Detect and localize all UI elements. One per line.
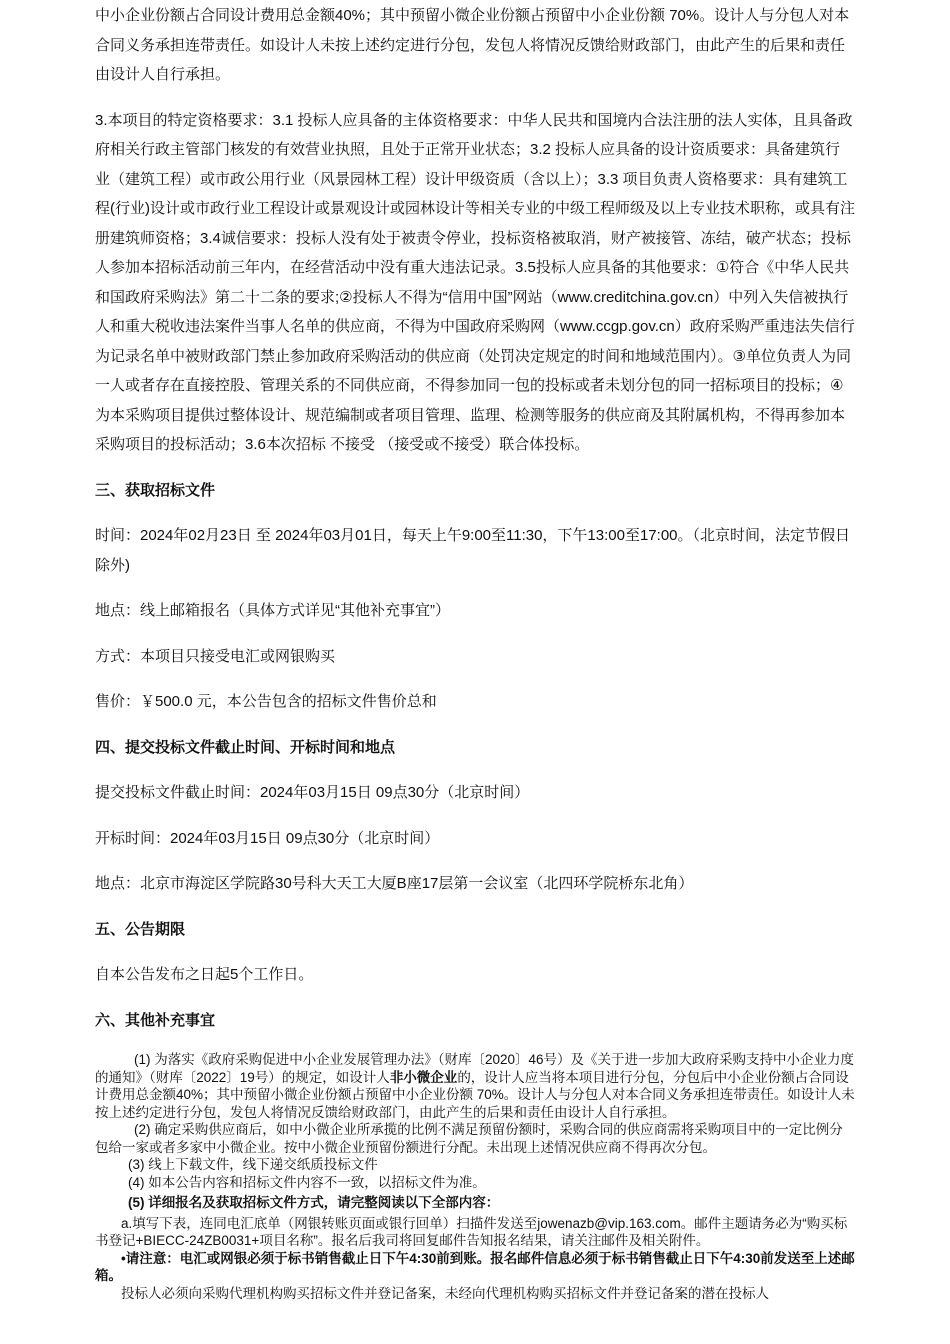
para-supplement-3: (3) 线上下载文件，线下递交纸质投标文件 [128,1157,378,1172]
para-payment-notice: •请注意：电汇或网银必须于标书销售截止日下午4:30前到账。报名邮件信息必须于标书销售截止日下午4:30前发送至上述邮箱。 [95,1250,855,1283]
section-heading-announcement-period: 五、公告期限 [95,920,186,938]
supplement-block [95,1051,855,1302]
para-supplement-2: (2) 确定采购供应商后，如中小微企业所承揽的比例不满足预留份额时，采购合同的供应商需将采购项目中的一定比例分包给一家或者多家中小微企业。按中小微企业预留份额进行分配。未出现上述情况供应商不得再次分包。 [95,1122,843,1155]
para-opening-location: 地点：北京市海淀区学院路30号科大天工大厦B座17层第一会议室（北四环学院桥东北角） [95,875,694,892]
para-final-note: 投标人必须向采购代理机构购买招标文件并登记备案，未经向代理机构购买招标文件并登记备案的潜在投标人 [121,1285,769,1301]
para-sme-share-continuation: 中小企业份额占合同设计费用总金额40%；其中预留小微企业份额占预留中小企业份额 70%。设计人与分包人对本合同义务承担连带责任。如设计人未按上述约定进行分包，发包人将情况反馈给财政部门，由此产生的后果和责任由设计人自行承担。 [95,7,850,83]
section-heading-deadline-opening: 四、提交投标文件截止时间、开标时间和地点 [95,738,396,756]
para-sale-location: 地点：线上邮箱报名（具体方式详见“其他补充事宜”） [95,602,450,619]
para-supplement-1 [95,1051,855,1121]
para-sale-method: 方式：本项目只接受电汇或网银购买 [95,647,336,665]
section-heading-other-matters: 六、其他补充事宜 [95,1011,216,1029]
para-supplement-4: (4) 如本公告内容和招标文件内容不一致，以招标文件为准。 [128,1174,486,1190]
para-sale-time: 时间：2024年02月23日 至 2024年03月01日，每天上午9:00至11:30，下午13:00至17:00。（北京时间，法定节假日除外) [95,527,851,574]
para-supplement-5: (5) 详细报名及获取招标文件方式，请完整阅读以下全部内容： [128,1195,500,1210]
supplement-1-text-before: (1) 为落实《政府采购促进中小企业发展管理办法》（财库〔2020〕46号）及《关于进一步加大政府采购支持中小企业力度的通知》（财库〔2022〕19号）的规定，如设计人 [95,1052,855,1085]
para-registration-email: a.填写下表，连同电汇底单（网银转账页面或银行回单）扫描件发送至jowenazb@vip.163.com。邮件主题请务必为“购买标书登记+BIECC-24ZB0031+项目名称”。报名后我司将回复邮件告知报名结果，请关注邮件及相关附件。 [95,1215,848,1248]
para-specific-qualification-requirements: 3.本项目的特定资格要求：3.1 投标人应具备的主体资格要求：中华人民共和国境内合法注册的法人实体，且具备政府相关行政主管部门核发的有效营业执照，且处于正常开业状态；3.2 投标人应具备的设计资质要求：具备建筑行业（建筑工程）或市政公用行业（风景园林工程）设计甲级资质（含以上）；3.3 项目负责人资格要求：具有建筑工程(行业)设计或市政行业工程设计或景观设计或园林设计等相关专业的中级工程师级及以上专业技术职称，或具有注册建筑师资格；3.4诚信要求：投标人没有处于被责令停业，投标资格被取消，财产被接管、冻结，破产状态；投标人参加本招标活动前三年内，在经营活动中没有重大违法记录。3.5投标人应具备的其他要求：①符合《中华人民共和国政府采购法》第二十二条的要求;②投标人不得为“信用中国”网站（www.creditchina.gov.cn）中列入失信被执行人和重大税收违法案件当事人名单的供应商，不得为中国政府采购网（www.ccgp.gov.cn）政府采购严重违法失信行为记录名单中被财政部门禁止参加政府采购活动的供应商（处罚决定规定的时间和地域范围内）。③单位负责人为同一人或者存在直接控股、管理关系的不同供应商，不得参加同一包的投标或者未划分包的同一招标项目的投标；④为本采购项目提供过整体设计、规范编制或者项目管理、监理、检测等服务的供应商及其附属机构，不得再参加本采购项目的投标活动；3.6本次招标 不接受 （接受或不接受）联合体投标。 [95,111,855,453]
para-announcement-period: 自本公告发布之日起5个工作日。 [95,966,314,983]
document-page [95,0,855,1302]
supplement-1-text-after: 的，设计人应当将本项目进行分包，分包后中小企业份额占合同设计费用总金额40%；其中预留小微企业份额占预留中小企业份额 70%。设计人与分包人对本合同义务承担连带责任。如设计人未按上述约定进行分包，发包人将情况反馈给财政部门，由此产生的后果和责任由设计人自行承担。 [95,1069,855,1120]
para-opening-time: 开标时间：2024年03月15日 09点30分（北京时间） [95,829,440,847]
para-submission-deadline: 提交投标文件截止时间：2024年03月15日 09点30分（北京时间） [95,784,530,801]
para-sale-price: 售价：￥500.0 元，本公告包含的招标文件售价总和 [95,693,437,710]
section-heading-obtain-documents: 三、获取招标文件 [95,481,216,499]
supplement-1-bold-non-small-micro-enterprise: 非小微企业 [389,1069,458,1085]
